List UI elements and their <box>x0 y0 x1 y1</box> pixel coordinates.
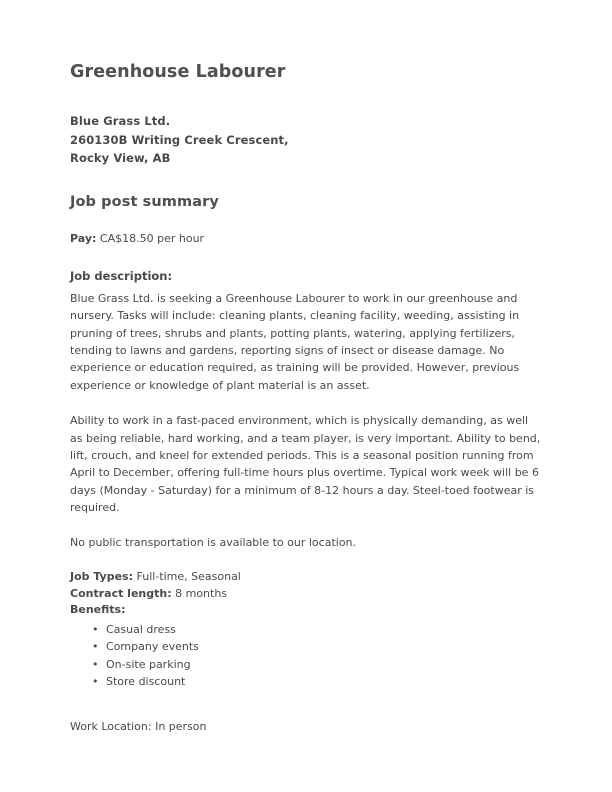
list-item: • Casual dress <box>106 622 542 639</box>
job-description-paragraph-3: No public transportation is available to our location. <box>70 536 357 550</box>
job-types-label: Job Types: <box>70 569 134 583</box>
job-description-paragraph-2: Ability to work in a fast-paced environment, which is physically demanding, as well as being reliable, hard working, and a team player, is very important. Ability to bend, lift, crouch, and kneel for extended periods. This is a seasonal position running from April to December, offering full-time hours plus overtime. Typical work week will be 6 days (Monday - Saturday) for a minimum of 8-12 hours a day. Steel-toed footwear is required. <box>70 414 541 515</box>
spacer <box>70 709 542 718</box>
benefits-list <box>70 622 542 691</box>
list-item: • Store discount <box>106 674 542 691</box>
contract-length-label: Contract length: <box>70 587 172 601</box>
page-title: Greenhouse Labourer <box>70 62 286 82</box>
company-address-block <box>70 112 542 168</box>
section-heading-job-post-summary: Job post summary <box>70 193 219 210</box>
company-name: Blue Grass Ltd. <box>70 114 171 128</box>
list-item: • On-site parking <box>106 657 542 674</box>
contract-length-value: 8 months <box>175 587 228 601</box>
contract-length-line <box>70 585 542 602</box>
company-address-line-2: Rocky View, AB <box>70 151 171 166</box>
pay-line <box>70 230 542 247</box>
pay-value: CA$18.50 per hour <box>99 231 205 245</box>
list-item: • Company events <box>106 639 542 656</box>
company-address-line-1: 260130B Writing Creek Crescent, <box>70 132 289 147</box>
work-location-line: Work Location: In person <box>70 719 207 733</box>
job-types-line <box>70 568 542 585</box>
job-description-paragraph-1: Blue Grass Ltd. is seeking a Greenhouse Labourer to work in our greenhouse and nursery. Tasks will include: cleaning plants, cleaning facility, weeding, assisting in pruning of trees, shrubs and plants, potting plants, watering, applying fertilizers, tending to lawns and gardens, reporting signs of insect or disease damage. No experience or education required, as training will be provided. However, previous experience or knowledge of plant material is an asset. <box>70 291 520 392</box>
benefits-label: Benefits: <box>70 602 126 616</box>
job-types-value: Full-time, Seasonal <box>136 569 241 583</box>
job-description-heading: Job description: <box>70 268 173 283</box>
pay-label: Pay: <box>70 231 97 245</box>
